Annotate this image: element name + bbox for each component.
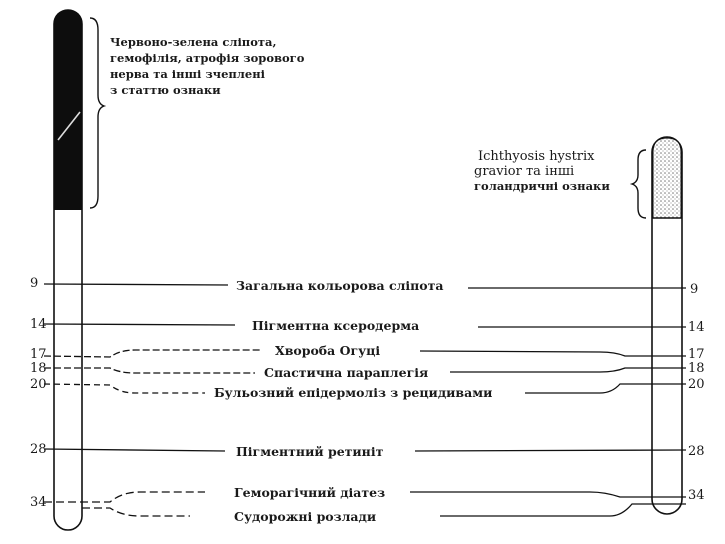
connector-seizure-right: [440, 504, 686, 516]
connector-28-right: [415, 450, 686, 451]
locus-number-right-14: 14: [688, 320, 705, 335]
locus-number-right-28: 28: [688, 444, 705, 459]
y-chromosome: [652, 137, 682, 514]
connector-18-right: [450, 368, 686, 372]
trait-label-retinitis: Пігментний ретиніт: [236, 444, 384, 459]
locus-number-right-17: 17: [688, 347, 705, 362]
connector-17-right: [420, 351, 686, 356]
y-chromosome-nonhomologous-segment: [653, 138, 681, 218]
trait-label-color-blindness: Загальна кольорова сліпота: [236, 278, 444, 293]
locus-number-right-9: 9: [690, 282, 699, 297]
locus-number-left-34: 34: [30, 495, 47, 510]
x-chromosome-nonhomologous-segment: [54, 10, 82, 210]
x-note-line-3: нерва та інші зчеплені: [110, 67, 266, 81]
locus-number-left-14: 14: [30, 317, 47, 332]
y-note-brace: [632, 150, 646, 218]
trait-label-paraplegia: Спастична параплегія: [264, 365, 429, 380]
connector-seizure-left: [82, 508, 190, 516]
locus-number-left-18: 18: [30, 361, 47, 376]
trait-label-xeroderma: Пігментна ксеродерма: [252, 318, 420, 333]
trait-label-epidermolysis: Бульозний епідермоліз з рецидивами: [214, 385, 493, 400]
locus-number-right-20: 20: [688, 377, 705, 392]
x-note-line-1: Червоно-зелена сліпота,: [110, 35, 277, 49]
x-chromosome: [54, 10, 82, 530]
locus-number-left-9: 9: [30, 276, 39, 291]
locus-number-left-17: 17: [30, 347, 47, 362]
trait-label-oguchi: Хвороба Огуці: [275, 343, 381, 358]
y-note-line-3: голандричні ознаки: [474, 179, 610, 193]
y-note-line-1: Ichthyosis hystrix: [478, 149, 595, 164]
x-note-line-2: гемофілія, атрофія зорового: [110, 51, 305, 65]
trait-label-seizures: Судорожні розлади: [234, 509, 377, 524]
y-note-line-2: gravior та інші: [474, 164, 575, 179]
locus-number-right-18: 18: [688, 361, 705, 376]
locus-number-left-28: 28: [30, 442, 47, 457]
x-note-brace: [90, 18, 104, 208]
locus-number-left-20: 20: [30, 377, 47, 392]
locus-number-right-34: 34: [688, 488, 705, 503]
x-note-line-4: з статтю ознаки: [110, 83, 221, 97]
connector-34-right: [410, 492, 686, 497]
trait-label-hemorrhagic-diathesis: Геморагічний діатез: [234, 485, 386, 500]
